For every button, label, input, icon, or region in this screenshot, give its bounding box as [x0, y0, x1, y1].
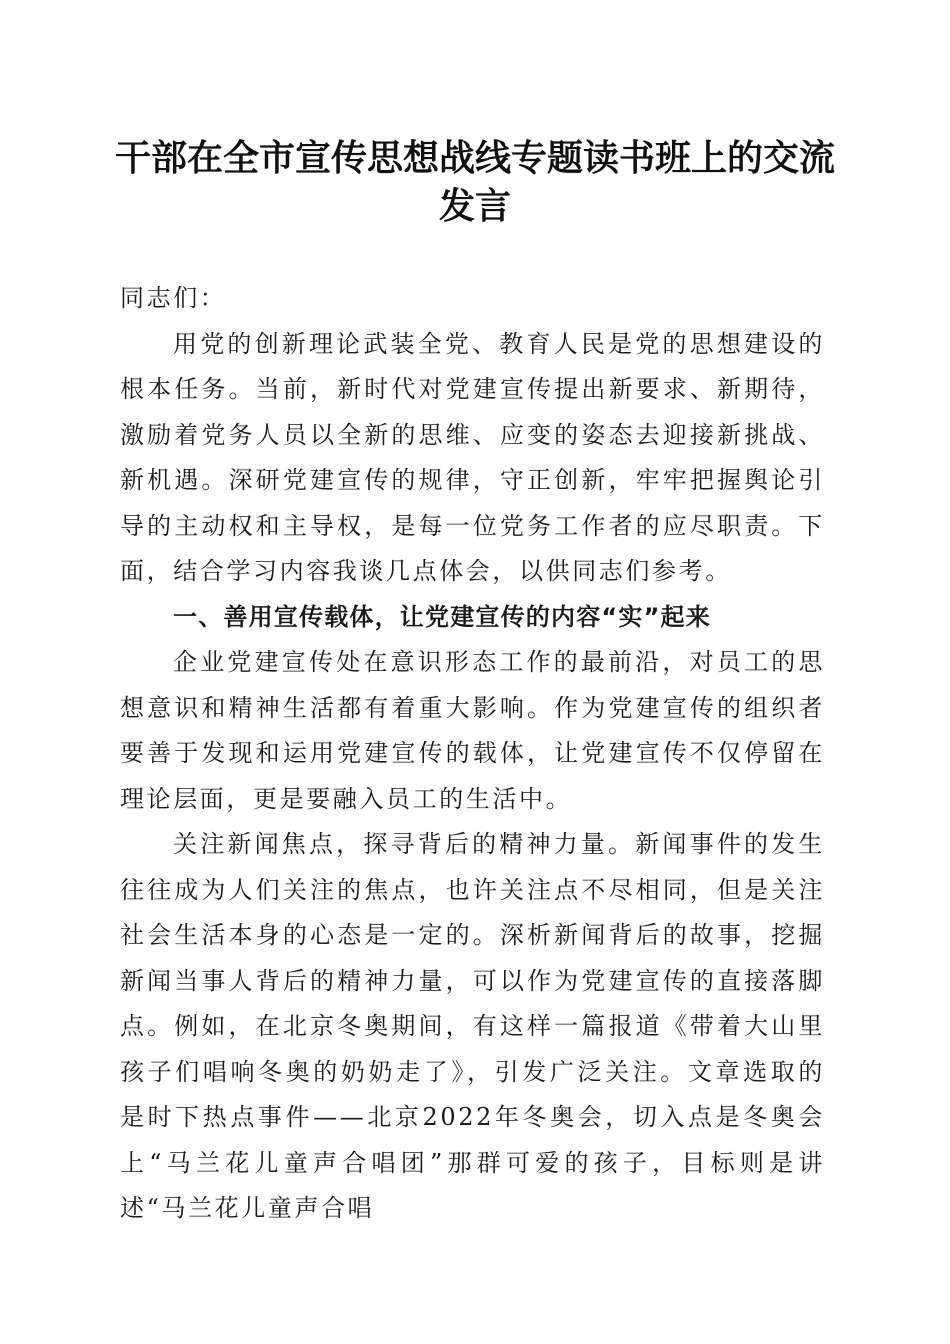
- salutation: 同志们：: [120, 284, 227, 312]
- document-title: 干部在全市宣传思想战线专题读书班上的交流发言: [114, 137, 835, 227]
- section-heading: 一、善用宣传载体，让党建宣传的内容“实”起来: [173, 602, 711, 631]
- section-paragraph: 企业党建宣传处在意识形态工作的最前沿，对员工的思想意识和精神生活都有着重大影响。作为党建宣传的组织者要善于发现和运用党建宣传的载体，让党建宣传不仅停留在理论层面，更是要融入员工的生活中。: [120, 648, 825, 813]
- intro-paragraph: 用党的创新理论武装全党、教育人民是党的思想建设的根本任务。当前，新时代对党建宣传提出新要求、新期待，激励着党务人员以全新的思维、应变的姿态去迎接新挑战、新机遇。深研党建宣传的规律，守正创新，牢牢把握舆论引导的主动权和主导权，是每一位党务工作者的应尽职责。下面，结合学习内容我谈几点体会，以供同志们参考。: [120, 329, 825, 585]
- section-paragraph: 关注新闻焦点，探寻背后的精神力量。新闻事件的发生往往成为人们关注的焦点，也许关注点不尽相同，但是关注社会生活本身的心态是一定的。深析新闻背后的故事，挖掘新闻当事人背后的精神力量，可以作为党建宣传的直接落脚点。例如，在北京冬奥期间，有这样一篇报道《带着大山里孩子们唱响冬奥的奶奶走了》，引发广泛关注。文章选取的是时下热点事件——北京2022年冬奥会，切入点是冬奥会上“马兰花儿童声合唱团”那群可爱的孩子，目标则是讲述“马兰花儿童声合唱: [120, 830, 825, 1222]
- document-body: [120, 276, 825, 1232]
